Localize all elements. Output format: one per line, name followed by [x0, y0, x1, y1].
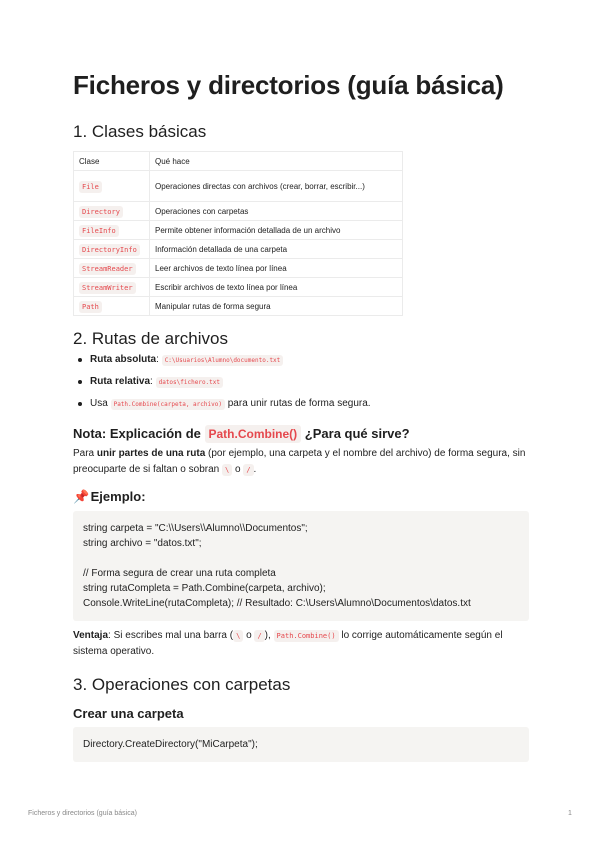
table-cell-desc: Escribir archivos de texto línea por línea	[150, 278, 403, 297]
footer-page-number: 1	[568, 810, 572, 817]
note-text: .	[253, 464, 257, 475]
code-line: string carpeta = "C:\\Users\\Alumno\\Documentos";	[83, 523, 308, 534]
table-row	[74, 171, 403, 202]
bullet-sep: :	[150, 376, 153, 387]
advantage-text: lo corrige automáticamente según el sistema operativo.	[73, 630, 503, 657]
pushpin-icon: 📌	[73, 489, 90, 504]
note-heading	[73, 426, 410, 441]
table-header-cell: Clase	[74, 152, 150, 171]
section-2-heading: 2. Rutas de archivos	[73, 329, 228, 348]
table-cell-desc: Leer archivos de texto línea por línea	[150, 259, 403, 278]
code-line: // Forma segura de crear una ruta completa	[83, 568, 276, 579]
advantage-label: Ventaja	[73, 630, 109, 641]
bullet-label: Ruta relativa	[90, 376, 151, 387]
code-line: Console.WriteLine(rutaCompleta); // Resultado: C:\Users\Alumno\Documentos\datos.txt	[83, 598, 471, 609]
section-3-heading: 3. Operaciones con carpetas	[73, 675, 291, 694]
advantage-text: o	[243, 630, 255, 641]
table-row	[74, 259, 403, 278]
note-heading-code: Path.Combine()	[205, 425, 302, 443]
note-bold-text: unir partes de una ruta	[96, 448, 206, 459]
class-name-code: Directory	[79, 206, 123, 218]
bullet-label: Ruta absoluta	[90, 354, 157, 365]
slash-code: /	[243, 464, 253, 476]
path-code: datos\fichero.txt	[156, 377, 223, 388]
bullet-prefix: Usa	[90, 398, 108, 409]
routes-list	[73, 352, 371, 418]
table-row	[74, 278, 403, 297]
page-title: Ficheros y directorios (guía básica)	[73, 70, 504, 100]
class-name-code: File	[79, 181, 102, 193]
code-line: string archivo = "datos.txt";	[83, 538, 202, 549]
example-heading	[73, 489, 146, 505]
advantage-text: ),	[264, 630, 274, 641]
bullet-sep: :	[156, 354, 159, 365]
path-code: C:\Usuarios\Alumno\documento.txt	[162, 355, 284, 366]
list-item	[73, 352, 371, 374]
table-header-cell: Qué hace	[150, 152, 403, 171]
example-code-block	[73, 511, 529, 621]
example-heading-text: Ejemplo:	[90, 489, 146, 504]
code-line	[73, 551, 529, 566]
slash-code: /	[254, 630, 264, 642]
classes-table	[73, 151, 403, 316]
path-combine-code: Path.Combine(carpeta, archivo)	[111, 399, 225, 410]
advantage-text: : Si escribes mal una barra (	[108, 630, 234, 641]
list-item	[73, 374, 371, 396]
bullet-suffix: para unir rutas de forma segura.	[227, 398, 371, 409]
note-heading-suffix: ¿Para qué sirve?	[304, 426, 410, 441]
table-cell-desc: Manipular rutas de forma segura	[150, 297, 403, 316]
footer-title: Ficheros y directorios (guía básica)	[28, 810, 137, 817]
code-line: Directory.CreateDirectory("MiCarpeta");	[83, 739, 258, 750]
create-folder-code-block	[73, 727, 529, 762]
code-line: string rutaCompleta = Path.Combine(carpeta, archivo);	[83, 583, 326, 594]
note-text: Para	[73, 448, 97, 459]
table-cell-desc: Permite obtener información detallada de un archivo	[150, 221, 403, 240]
table-row	[74, 297, 403, 316]
table-row	[74, 240, 403, 259]
section-1-heading: 1. Clases básicas	[73, 122, 207, 141]
create-folder-heading: Crear una carpeta	[73, 706, 184, 721]
table-cell-desc: Información detallada de una carpeta	[150, 240, 403, 259]
table-cell-desc: Operaciones directas con archivos (crear, borrar, escribir...)	[150, 171, 403, 202]
advantage-paragraph	[73, 628, 529, 660]
backslash-code: \	[233, 630, 243, 642]
note-paragraph	[73, 446, 529, 478]
class-name-code: DirectoryInfo	[79, 244, 140, 256]
table-cell-desc: Operaciones con carpetas	[150, 202, 403, 221]
table-header-row	[74, 152, 403, 171]
path-combine-code: Path.Combine()	[274, 630, 339, 642]
note-text: (por ejemplo, una carpeta y el nombre del archivo) de forma segura, sin preocuparte de si faltan o sobran	[73, 448, 526, 475]
class-name-code: StreamWriter	[79, 282, 136, 294]
note-heading-prefix: Nota: Explicación de	[73, 426, 201, 441]
table-row	[74, 221, 403, 240]
table-row	[74, 202, 403, 221]
note-text: o	[232, 464, 244, 475]
class-name-code: Path	[79, 301, 102, 313]
class-name-code: StreamReader	[79, 263, 136, 275]
list-item	[73, 396, 371, 418]
class-name-code: FileInfo	[79, 225, 119, 237]
backslash-code: \	[222, 464, 232, 476]
